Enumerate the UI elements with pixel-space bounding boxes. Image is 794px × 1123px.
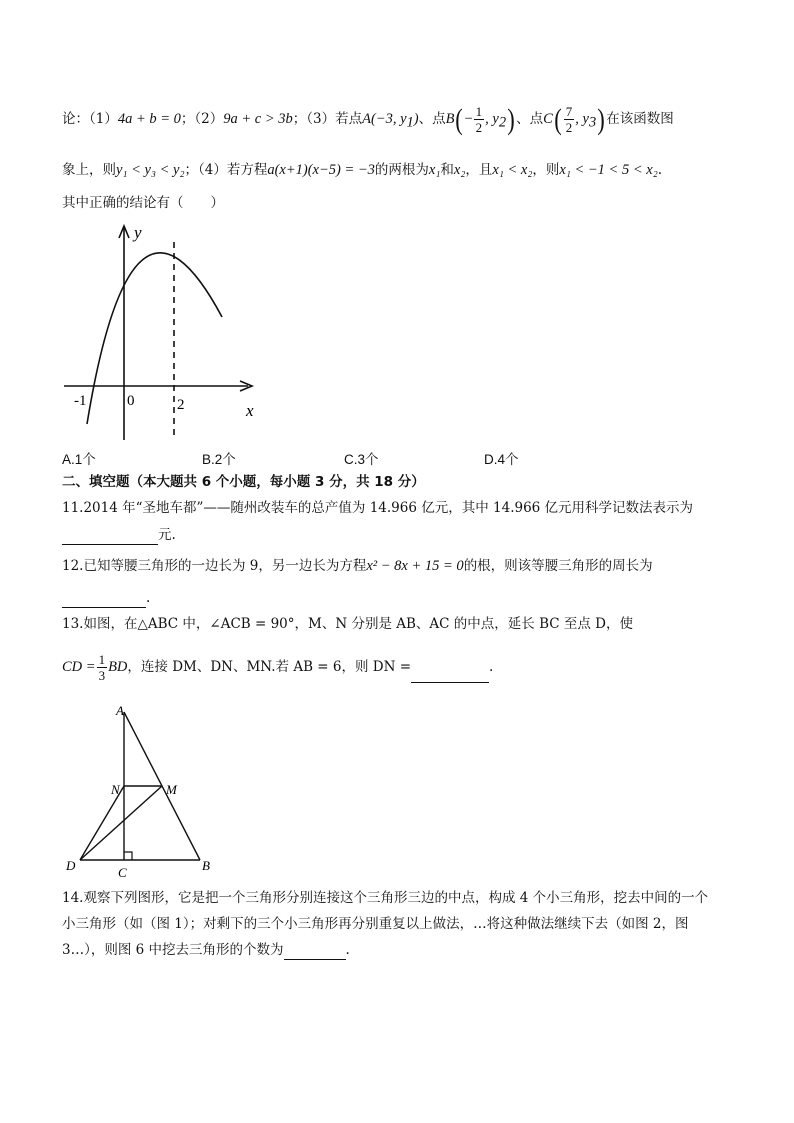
q10-sep2: ；（3）若点 [292,111,363,127]
q10-line3: 其中正确的结论有（ ） [62,195,224,211]
tick-0: 0 [127,393,135,409]
q13-bd: BD [108,659,128,675]
q12-end: . [146,590,151,606]
q11-text: 11.2014 年“圣地车都”——随州改装车的总产值为 14.966 亿元，其中 14.966 亿元用科学记数法表示为 [62,500,694,516]
q10-sep1: ；（2） [180,111,224,127]
q12-answer-line [62,588,150,608]
q10-line2-mid: ；（4）若方程 [184,162,268,178]
section-2-heading: 二、填空题（本大题共 6 个小题，每小题 3 分，共 18 分） [62,474,425,490]
q10-sep3: 、点 [418,111,446,127]
q10-inequality: y₁ < y₃ < y₂ [116,162,185,178]
q12-line [62,556,653,576]
q14-line2: 小三角形（如（图 1）；对剩下的三个小三角形再分别重复以上做法，…将这种做法继续下去（如图 2，图 [62,916,689,932]
q11-answer-line [62,525,176,545]
option-d[interactable]: D.4个 [484,452,519,467]
q11-answer-blank[interactable] [62,530,158,545]
q10-sep4: 、点 [516,111,544,127]
q13-cd: CD = [62,659,96,675]
label-d: D [66,858,76,873]
q13-line1: 13.如图，在△ABC 中，∠ACB = 90°，M、N 分别是 AB、AC 的中点，延长 BC 至点 D，使 [62,616,633,632]
q12-answer-blank[interactable] [62,593,146,608]
q12-text-b: 的根，则该等腰三角形的周长为 [463,558,653,574]
q10-line1: 论：（1）4a + b = 0；（2）9a + c > 3b；（3）若点A(−3, $y_1$)、点B(− $\frac{1}{2}$ , $y_2$)、点C( $\frac{7}{2}$ , $y_3$)在该函数图 [62,102,674,136]
label-b: B [202,858,210,873]
q11-unit: 元. [158,527,176,543]
q10-period: . [657,162,663,178]
x-axis-label: x [246,401,254,420]
q13-end: . [489,659,494,675]
option-c[interactable]: C.3个 [344,452,379,467]
q10-conclusion: x₁ < −1 < 5 < x₂ [559,162,658,178]
q10-equation: a(x+1)(x−5) = −3 [267,162,375,178]
q10-x1: x₁ [428,162,441,178]
q10-point-c-sub: 3 [588,114,597,131]
q14-line1: 14.观察下列图形，它是把一个三角形分别连接这个三角形三边的中点，构成 4 个小三角形，挖去中间的一个 [62,890,709,906]
q12-equation: x² − 8x + 15 = 0 [366,558,464,574]
q10-and: 和 [440,162,454,178]
option-b[interactable]: B.2个 [202,452,236,467]
label-c: C [118,865,127,880]
q10-condition: x₁ < x₂ [492,162,533,178]
q14-end: . [345,942,350,958]
y-axis-label: y [134,223,142,242]
q10-line2-prefix: 象上，则 [62,162,116,178]
q10-roots-text: 的两根为 [374,162,429,178]
option-a[interactable]: A.1个 [62,452,96,467]
q10-x2: x₂ [453,162,466,178]
q13-triangle-figure [60,700,230,880]
q10-line2 [62,160,662,180]
right-angle-marker [124,852,132,860]
tick-neg1: -1 [74,393,87,409]
q10-point-b-y: , y [485,111,499,127]
q14-line3 [62,940,350,960]
q10-point-a: A(−3, y [362,111,407,127]
q14-line3-text: 3…），则图 6 中挖去三角形的个数为 [62,942,284,958]
q10-point-a-end: ) [413,111,419,127]
label-n: N [111,782,120,797]
q10-point-c: C [543,111,553,127]
q13-line2 [62,652,493,683]
q10-then: ，则 [532,162,560,178]
q10-frac-c: $\frac{7}{2}$ [565,104,573,135]
q13-line2-mid: ，连接 DM、DN、MN.若 AB = 6，则 DN = [127,659,412,675]
q10-point-a-sub: 1 [406,114,414,131]
label-a: A [116,703,124,718]
segment-dm [80,786,162,860]
q10-line1-suffix: 在该函数图 [606,111,674,127]
q10-parabola-graph [60,222,270,444]
segment-dn [80,786,124,860]
q10-condition-1: 4a + b = 0 [117,111,181,127]
label-m: M [166,782,177,797]
q14-answer-blank[interactable] [284,945,346,960]
q10-condition-2: 9a + c > 3b [223,111,293,127]
q10-comma: ，且 [465,162,493,178]
q10-prefix: 论：（1） [62,111,118,127]
q12-text-a: 12.已知等腰三角形的一边长为 9，另一边长为方程 [62,558,367,574]
q10-point-b: B [445,111,455,127]
q10-frac-b: $\frac{1}{2}$ [475,104,483,135]
q10-point-c-y: , y [575,111,589,127]
q10-point-b-sub: 2 [498,114,507,131]
q13-frac: $\frac{1}{3}$ [98,652,106,683]
parabola-curve [87,253,222,424]
tick-2: 2 [177,397,185,413]
q13-answer-blank[interactable] [411,668,489,683]
